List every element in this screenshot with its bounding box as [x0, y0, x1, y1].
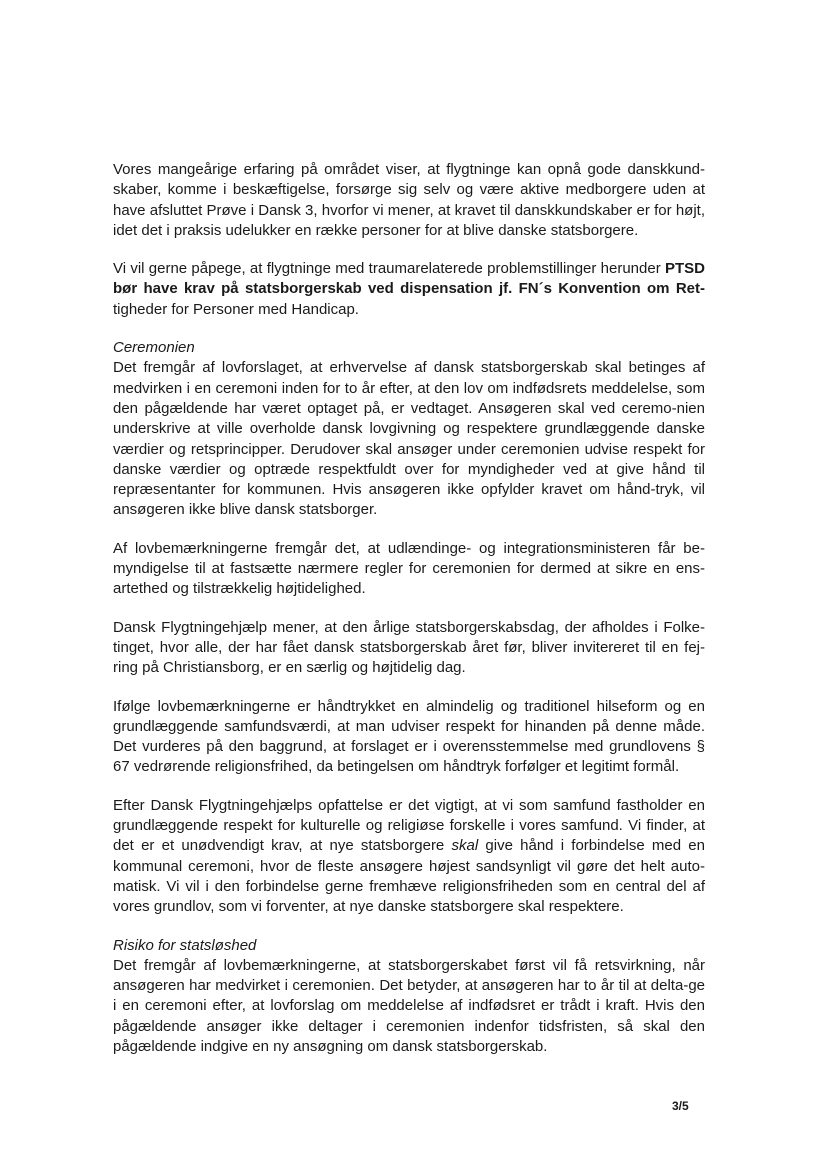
paragraph-minister-authority: Af lovbemærkningerne fremgår det, at udlændinge- og integrationsministeren får be-myndigelse til at fastsætte nærmere regler for ceremonien for dermed at sikre en ens-artethed og tilstrækkelig højtidelighed. [113, 539, 705, 598]
ptsd-bold-text: PTSD bør have krav på statsborgerskab ved dispensation jf. FN´s Konvention om Ret- [113, 260, 705, 298]
paragraph-ceremony: Det fremgår af lovforslaget, at erhvervelse af dansk statsborgerskab skal betinges af medvirken i en ceremoni inden for to år efter, at den lov om indfødsrets meddelelse, som den pågældende har været optaget på, er vedtaget. Ansøgeren skal ved ceremo-nien underskrive at ville overholde dansk lovgivning og respektere grundlæggende danske værdier og retsprincipper. Derudover skal ansøger under ceremonien udvise respekt for danske værdier og optræde respektfuldt over for myndigheder ved at give hånd til repræsentanter for kommunen. Hvis ansøgeren ikke opfylder kravet om hånd-tryk, vil ansøgeren ikke blive dansk statsborger. [113, 359, 705, 519]
religious-text-start: Efter Dansk Flygtningehjælps opfattelse er det vigtigt, at vi som samfund fastholder en grundlæggende respekt for kulturelle og religiøse forskelle i vores samfund. Vi finder, at det er et unødvendigt krav, at nye statsborgere [113, 796, 705, 855]
religious-italic-word: skal [451, 837, 479, 855]
religious-text-end: give hånd i forbindelse med en kommunal ceremoni, hvor de fleste ansøgere højest sandsynligt vil gøre det helt auto-matisk. Vi vil i den forbindelse gerne fremhæve religionsfriheden som en central del af vores grundlov, som vi forventer, at nye danske statsborgere skal respektere. [113, 837, 705, 916]
paragraph-statelessness: Det fremgår af lovbemærkningerne, at statsborgerskabet først vil få retsvirkning, når ansøgeren har medvirket i ceremonien. Det betyder, at ansøgeren har to år til at delta-ge i en ceremoni efter, at lovforslag om meddelelse af indfødsret er trådt i kraft. Hvis den pågældende ansøger ikke deltager i ceremonien indenfor tidsfristen, så skal den pågældende indgive en ny ansøgning om dansk statsborgerskab. [113, 956, 705, 1055]
ptsd-text-end: tigheder for Personer med Handicap. [113, 300, 359, 318]
page-number: 3/5 [672, 1099, 689, 1113]
heading-statelessness-risk: Risiko for statsløshed [113, 936, 257, 954]
paragraph-language-requirement: Vores mangeårige erfaring på området viser, at flygtninge kan opnå gode danskkund-skaber, komme i beskæftigelse, forsørge sig selv og være aktive medborgere uden at have afsluttet Prøve i Dansk 3, hvorfor vi mener, at kravet til danskkundskaber er for højt, idet det i praksis udelukker en række personer for at blive danske statsborgere. [113, 161, 705, 239]
heading-ceremony: Ceremonien [113, 339, 195, 357]
document-body [113, 160, 705, 1057]
ptsd-text-start: Vi vil gerne påpege, at flygtninge med traumarelaterede problemstillinger herunder [113, 260, 665, 278]
paragraph-citizenship-day: Dansk Flygtningehjælp mener, at den årlige statsborgerskabsdag, der afholdes i Folke-tinget, hvor alle, der har fået dansk statsborgerskab året før, bliver invitereret til en fej-ring på Christiansborg, er en særlig og højtidelig dag. [113, 618, 705, 677]
paragraph-ptsd [113, 259, 705, 320]
paragraph-handshake: Ifølge lovbemærkningerne er håndtrykket en almindelig og traditionel hilseform og en grundlæggende samfundsværdi, at man udviser respekt for hinanden på denne måde. Det vurderes på den baggrund, at forslaget er i overensstemmelse med grundlovens § 67 vedrørende religionsfrihed, da betingelsen om håndtryk forfølger et legitimt formål. [113, 697, 705, 776]
paragraph-religious-freedom [113, 796, 705, 918]
